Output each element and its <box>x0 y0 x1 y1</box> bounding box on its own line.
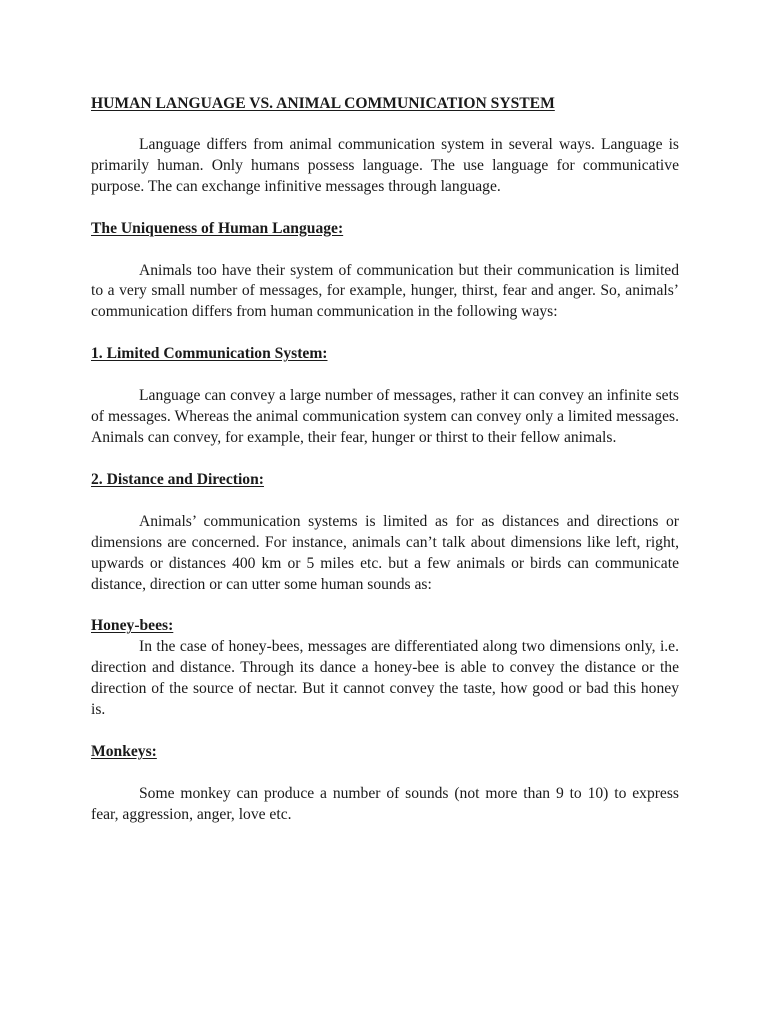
document-title: HUMAN LANGUAGE VS. ANIMAL COMMUNICATION SYSTEM <box>91 95 555 112</box>
section-body-monkeys: Some monkey can produce a number of sounds (not more than 9 to 10) to express fear, aggression, anger, love etc. <box>91 784 679 823</box>
section-heading-monkeys: Monkeys: <box>91 742 157 760</box>
intro-paragraph: Language differs from animal communication system in several ways. Language is primarily human. Only humans possess language. The use language for communicative purpose. The can exchange infinitive messages through language. <box>91 135 679 195</box>
section-body-distance-direction: Animals’ communication systems is limited as for as distances and directions or dimensions are concerned. For instance, animals can’t talk about dimensions like left, right, upwards or distances 400 km or 5 miles etc. but a few animals or birds can communicate distance, direction or can utter some human sounds as: <box>91 512 679 593</box>
section-body-honey-bees: In the case of honey-bees, messages are differentiated along two dimensions only, i.e. direction and distance. Through its dance a honey-bee is able to convey the distance or the direction of the source of nectar. But it cannot convey the taste, how good or bad this honey is. <box>91 638 679 719</box>
section-body-limited-communication: Language can convey a large number of messages, rather it can convey an infinite sets of messages. Whereas the animal communication system can convey only a limited messages. Animals can convey, for example, their fear, hunger or thirst to their fellow animals. <box>91 387 679 446</box>
section-heading-limited-communication: 1. Limited Communication System: <box>91 345 328 363</box>
section-heading-distance-direction: 2. Distance and Direction: <box>91 470 264 488</box>
document-page <box>91 94 679 826</box>
section-heading-honey-bees: Honey-bees: <box>91 617 174 635</box>
section-body-uniqueness: Animals too have their system of communication but their communication is limited to a very small number of messages, for example, hunger, thirst, fear and anger. So, animals’ communication differs from human communication in the following ways: <box>91 261 679 321</box>
section-heading-uniqueness: The Uniqueness of Human Language: <box>91 219 344 237</box>
